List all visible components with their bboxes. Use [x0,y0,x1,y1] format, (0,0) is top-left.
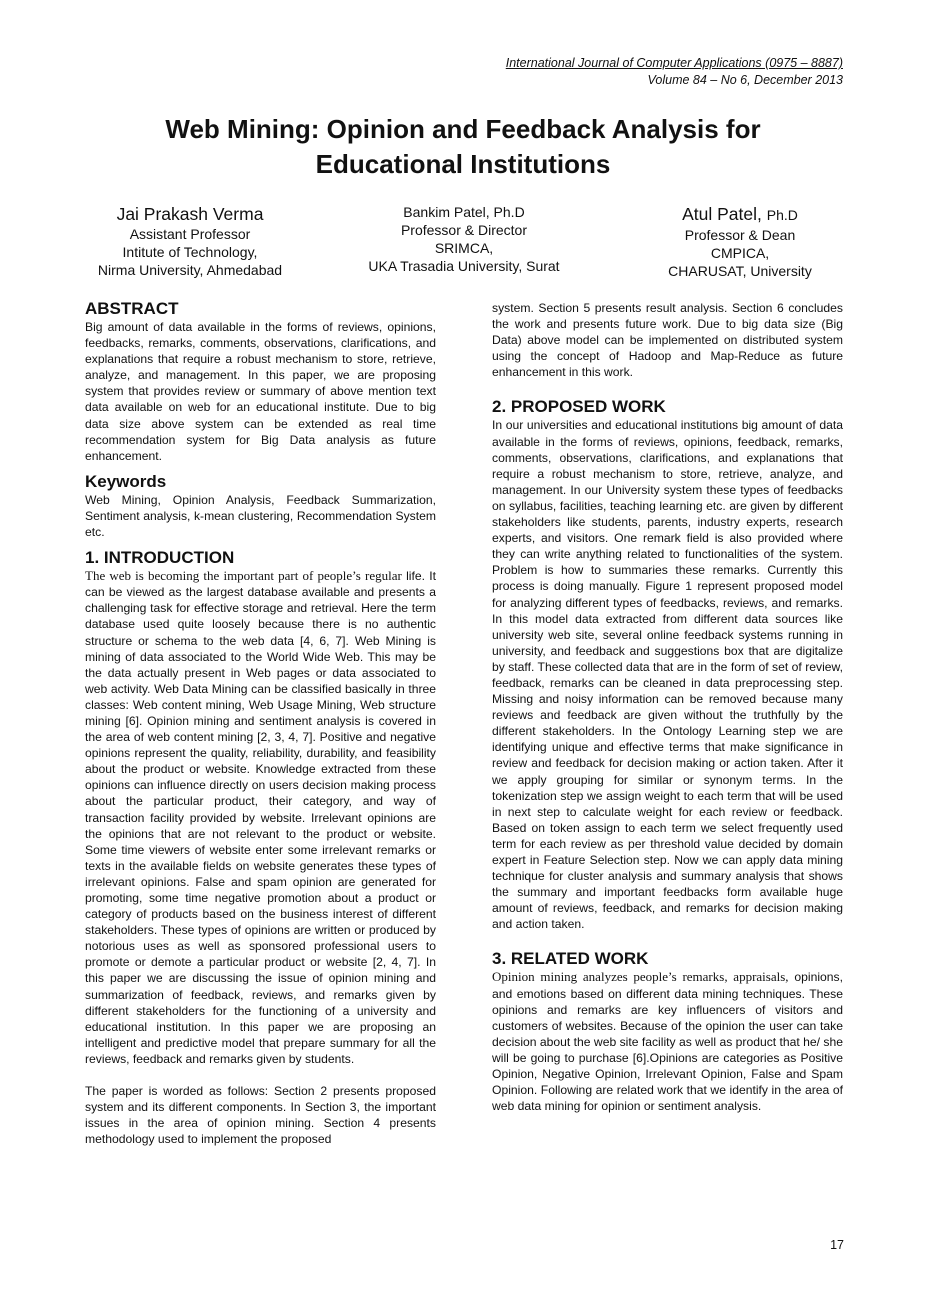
related-work-text [492,969,843,1114]
running-header [506,55,843,89]
volume-info: Volume 84 – No 6, December 2013 [647,73,843,87]
introduction-heading: 1. INTRODUCTION [85,548,235,568]
page-number: 17 [830,1238,844,1252]
author-line: CMPICA, [710,245,770,261]
author-name: Atul Patel, Ph.D [682,204,798,224]
journal-name: International Journal of Computer Applications (0975 – 8887) [505,56,843,70]
author-name: Bankim Patel, Ph.D [403,204,525,220]
left-column [85,298,436,1147]
related-lead: Opinion mining analyzes people’s remarks, appraisals, [492,969,789,985]
title-line-2: Educational Institutions [315,149,611,179]
author-line: SRIMCA, [434,240,494,256]
intro-lead: The web is becoming the important part of people’s regular [85,568,402,584]
introduction-paragraph-2: The paper is worded as follows: Section 2 presents proposed system and its different components. In Section 3, the important issues in the area of opinion mining. Section 4 presents methodology used to implement the proposed [85,1084,436,1147]
title-line-1: Web Mining: Opinion and Feedback Analysis for [165,114,761,144]
right-column [492,300,843,1114]
author-block-1 [80,203,300,279]
author-line: Assistant Professor [129,226,251,242]
author-line: UKA Trasadia University, Surat [368,258,560,274]
intro-continued: system. Section 5 presents result analysis. Section 6 concludes the work and presents future work. Due to big data size (Big Data) above model can be implemented on distributed system using the concept of Hadoop and Map-Reduce as future enhancement in this work. [492,301,843,380]
author-block-2 [344,203,584,275]
keywords-heading: Keywords [85,471,167,491]
proposed-work-text: In our universities and educational institutions big amount of data available in the forms of reviews, opinions, feedback, remarks, comments, observations, clarifications, and explanations that require a robust mechanism to store, retrieve, analyze, and management. In our University system these types of feedbacks on syllabus, facilities, teaching learning etc. are given by different stakeholders like students, parents, industry experts, research experts, and visitors. One remark field is also provided where they can write anything related to functionalities of the system. Problem is how to summaries these remarks. Currently this process is doing manually. Figure 1 represent proposed model for analyzing different types of feedbacks, reviews, and remarks. In this model data extracted from different data sources like university web site, several online feedback systems running in university, and feedback and suggestions box that are digitalize by staff. These collected data that are in the form of set of review, feedback, remarks can be cleaned in data preprocessing step. Missing and noisy information can be removed because many reviews and feedback are given without the truthfully by the different stakeholders. In the Ontology Learning step we are identifying unique and effective terms that make significance in review and feedback for decision making or action taken. After it we apply grouping for similar or synonym terms. In the tokenization step we assign weight to each term that will be used in next step to calculate weight for each review or feedback. Based on token assign to each term we select frequently used term for each review as per threshold value decided by domain expert in Feature Selection step. Now we can apply data mining technique for cluster analysis and summary analysis that shows the summary and important feedbacks form available huge amount of reviews, feedback, and remarks for decision making and action taken. [492,418,843,932]
author-line: Professor & Dean [684,227,796,243]
author-line: CHARUSAT, University [668,263,812,279]
author-line: Intitute of Technology, [122,244,258,260]
author-block-3 [645,203,835,280]
keywords-text: Web Mining, Opinion Analysis, Feedback Summarization, Sentiment analysis, k-mean clustering, Recommendation System etc. [85,492,436,540]
related-work-heading: 3. RELATED WORK [492,949,649,969]
introduction-paragraph-1 [85,568,436,1067]
related-body: opinions, and emotions based on different data mining techniques. These opinions and remarks are key influencers of visitors and customers of websites. Because of the opinion the user can take decision about the web site facility as well as product that he/ she will be going to purchase [6].Opinions are categories as Positive Opinion, Negative Opinion, Irrelevant Opinion, False and Spam Opinion. Following are related work that we identify in the area of web data mining for opinion or sentiment analysis. [492,970,843,1114]
paper-title [60,112,866,182]
author-degree: Ph.D [766,207,798,223]
author-line: Professor & Director [400,222,528,238]
author-line: Nirma University, Ahmedabad [97,262,283,278]
abstract-heading: ABSTRACT [85,299,179,318]
intro-body: life. It can be viewed as the largest database available and presents a challenging task for effective storage and retrieval. Here the term database used quite loosely because there is no authentic structure or schema to the web data [4, 6, 7]. Web Mining is mining of data associated to the World Wide Web. This may be the data actually present in Web pages or data associated to web activity. Web Data Mining can be classified basically in three classes: Web content mining, Web Usage Mining, Web structure mining [6]. Opinion mining and sentiment analysis is covered in the area of web content mining [2, 3, 4, 7]. Positive and negative opinions represent the quality, reliability, durability, and feasibility about the product or website. Knowledge extracted from these opinions can influence directly on users decision making process about the particular product, their category, and way of transaction facility provided by website. Irrelevant opinions are the opinions that are not relevant to the product or website. Some time viewers of website enter some irrelevant remarks or texts in the available fields on website generates these types of irrelevant opinions. False and spam opinion are generated for promoting, some time negative promotion about a product or category of products based on the business interest of different stakeholders. These types of opinions are written or produced by notorious uses as well as sponsored professional users to promote or demote a particular product or website [2, 4, 7]. In this paper we are discussing the issue of opinion mining and summarization of feedback, reviews, and remarks given by different stakeholders for the functioning of a university and educational institution. In this paper we are proposing an intelligent and predictive model that prepare summary for all the reviews, feedback and remarks given by students. [85,569,437,1066]
author-name: Jai Prakash Verma [116,204,264,224]
proposed-work-heading: 2. PROPOSED WORK [492,397,666,417]
abstract-text: Big amount of data available in the forms of reviews, opinions, feedbacks, remarks, comments, observations, clarifications, and explanations that require a robust mechanism to store, retrieve, analyze, and management. In this paper, we are proposing system that provides review or summary of above mention text data available on web for an educational institute. Due to big data size above system can be extended as real time recommendation system for Big Data analysis as future enhancement. [85,320,436,463]
